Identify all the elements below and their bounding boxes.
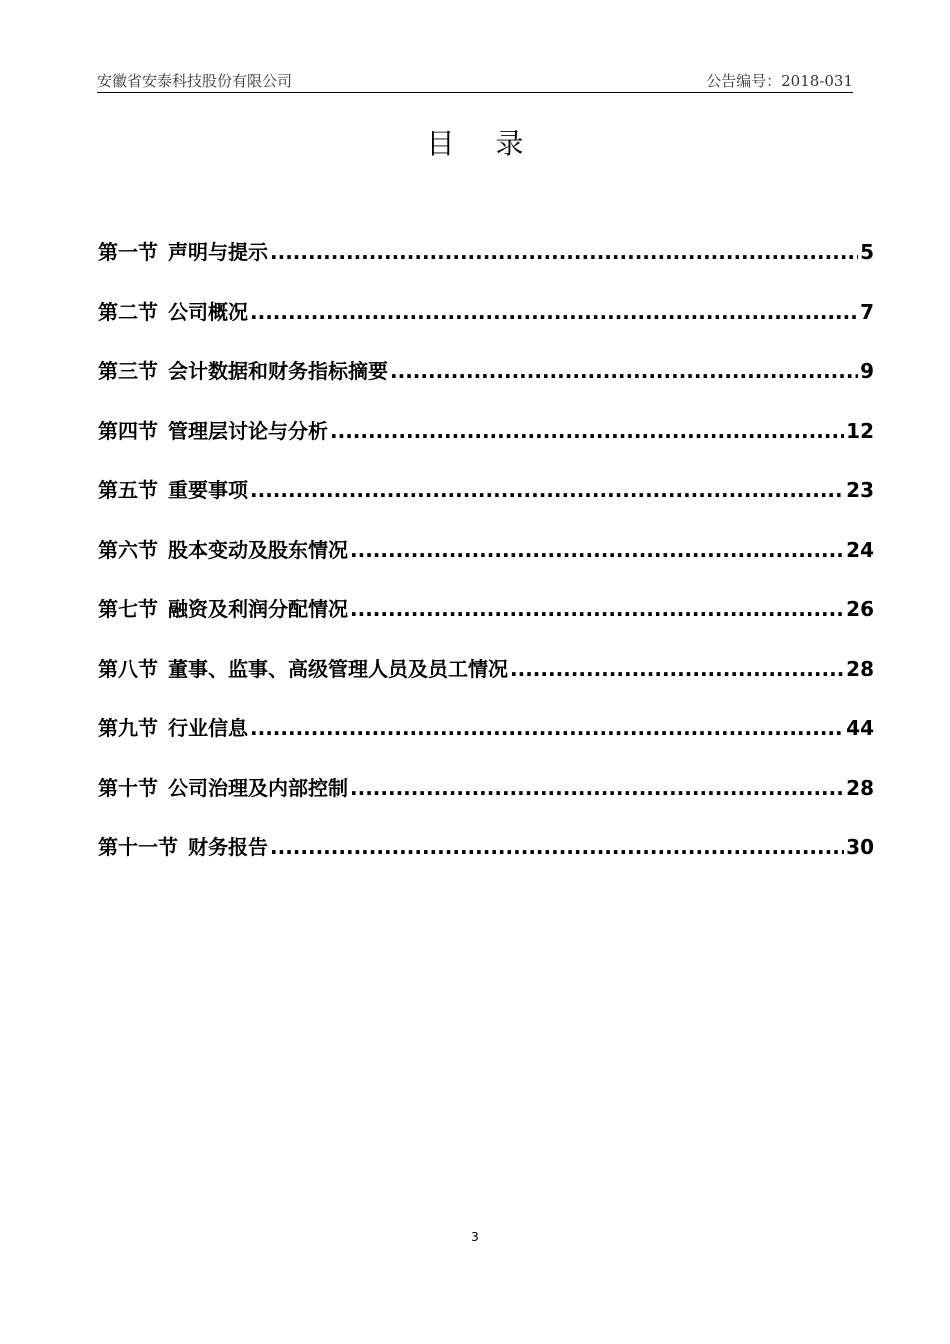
header-announcement-number: 公告编号：2018-031 [706,72,853,90]
footer-page-number: 3 [471,1230,479,1244]
toc-dot-leader [250,716,844,740]
toc-entry[interactable] [98,296,874,356]
toc-dot-leader [350,538,844,562]
toc-section-number: 第二节 [98,299,158,324]
toc-section-number: 第十节 [98,775,158,800]
toc-entry[interactable] [98,712,874,772]
table-of-contents [98,236,874,891]
toc-section-title: 融资及利润分配情况 [168,597,348,621]
toc-entry[interactable] [98,772,874,832]
toc-section-number: 第九节 [98,716,158,740]
toc-section-number: 第一节 [98,240,158,264]
toc-section-number: 第十一节 [98,835,178,859]
toc-dot-leader [510,657,844,681]
toc-dot-leader [390,359,858,383]
toc-section-title: 董事、监事、高级管理人员及员工情况 [168,656,508,681]
toc-dot-leader [250,478,844,502]
toc-page-number: 12 [846,418,874,443]
toc-dot-leader [350,776,844,800]
toc-section-title: 公司概况 [168,299,248,324]
toc-section-number: 第六节 [98,537,158,562]
toc-page-number: 7 [860,299,874,324]
toc-page-number: 28 [846,656,874,681]
toc-page-number: 23 [846,478,874,502]
toc-section-number: 第七节 [98,597,158,621]
toc-page-number: 24 [846,537,874,562]
toc-section-title: 公司治理及内部控制 [168,775,348,800]
toc-section-title: 股本变动及股东情况 [168,537,348,562]
header-company-name: 安徽省安泰科技股份有限公司 [97,72,293,90]
toc-section-number: 第八节 [98,656,158,681]
toc-dot-leader [350,597,844,621]
toc-section-title: 财务报告 [188,835,268,859]
toc-section-title: 管理层讨论与分析 [168,418,328,443]
toc-section-title: 行业信息 [168,716,248,740]
toc-dot-leader [270,835,844,859]
toc-section-number: 第五节 [98,478,158,502]
toc-dot-leader [250,300,858,324]
toc-entry[interactable] [98,474,874,534]
page-header [97,68,853,93]
page-title: 目 录 [426,127,540,160]
toc-section-title: 重要事项 [168,478,248,502]
toc-entry[interactable] [98,415,874,475]
toc-entry[interactable] [98,593,874,653]
toc-section-title: 声明与提示 [168,240,268,264]
toc-page-number: 44 [846,716,874,740]
toc-page-number: 5 [860,240,874,264]
toc-section-title: 会计数据和财务指标摘要 [168,359,388,383]
toc-entry[interactable] [98,236,874,296]
toc-dot-leader [270,240,858,264]
toc-page-number: 30 [846,835,874,859]
toc-entry[interactable] [98,831,874,891]
toc-page-number: 9 [860,359,874,383]
toc-page-number: 26 [846,597,874,621]
toc-section-number: 第三节 [98,359,158,383]
toc-dot-leader [330,419,844,443]
toc-entry[interactable] [98,653,874,713]
toc-entry[interactable] [98,534,874,594]
toc-entry[interactable] [98,355,874,415]
toc-page-number: 28 [846,775,874,800]
toc-section-number: 第四节 [98,418,158,443]
